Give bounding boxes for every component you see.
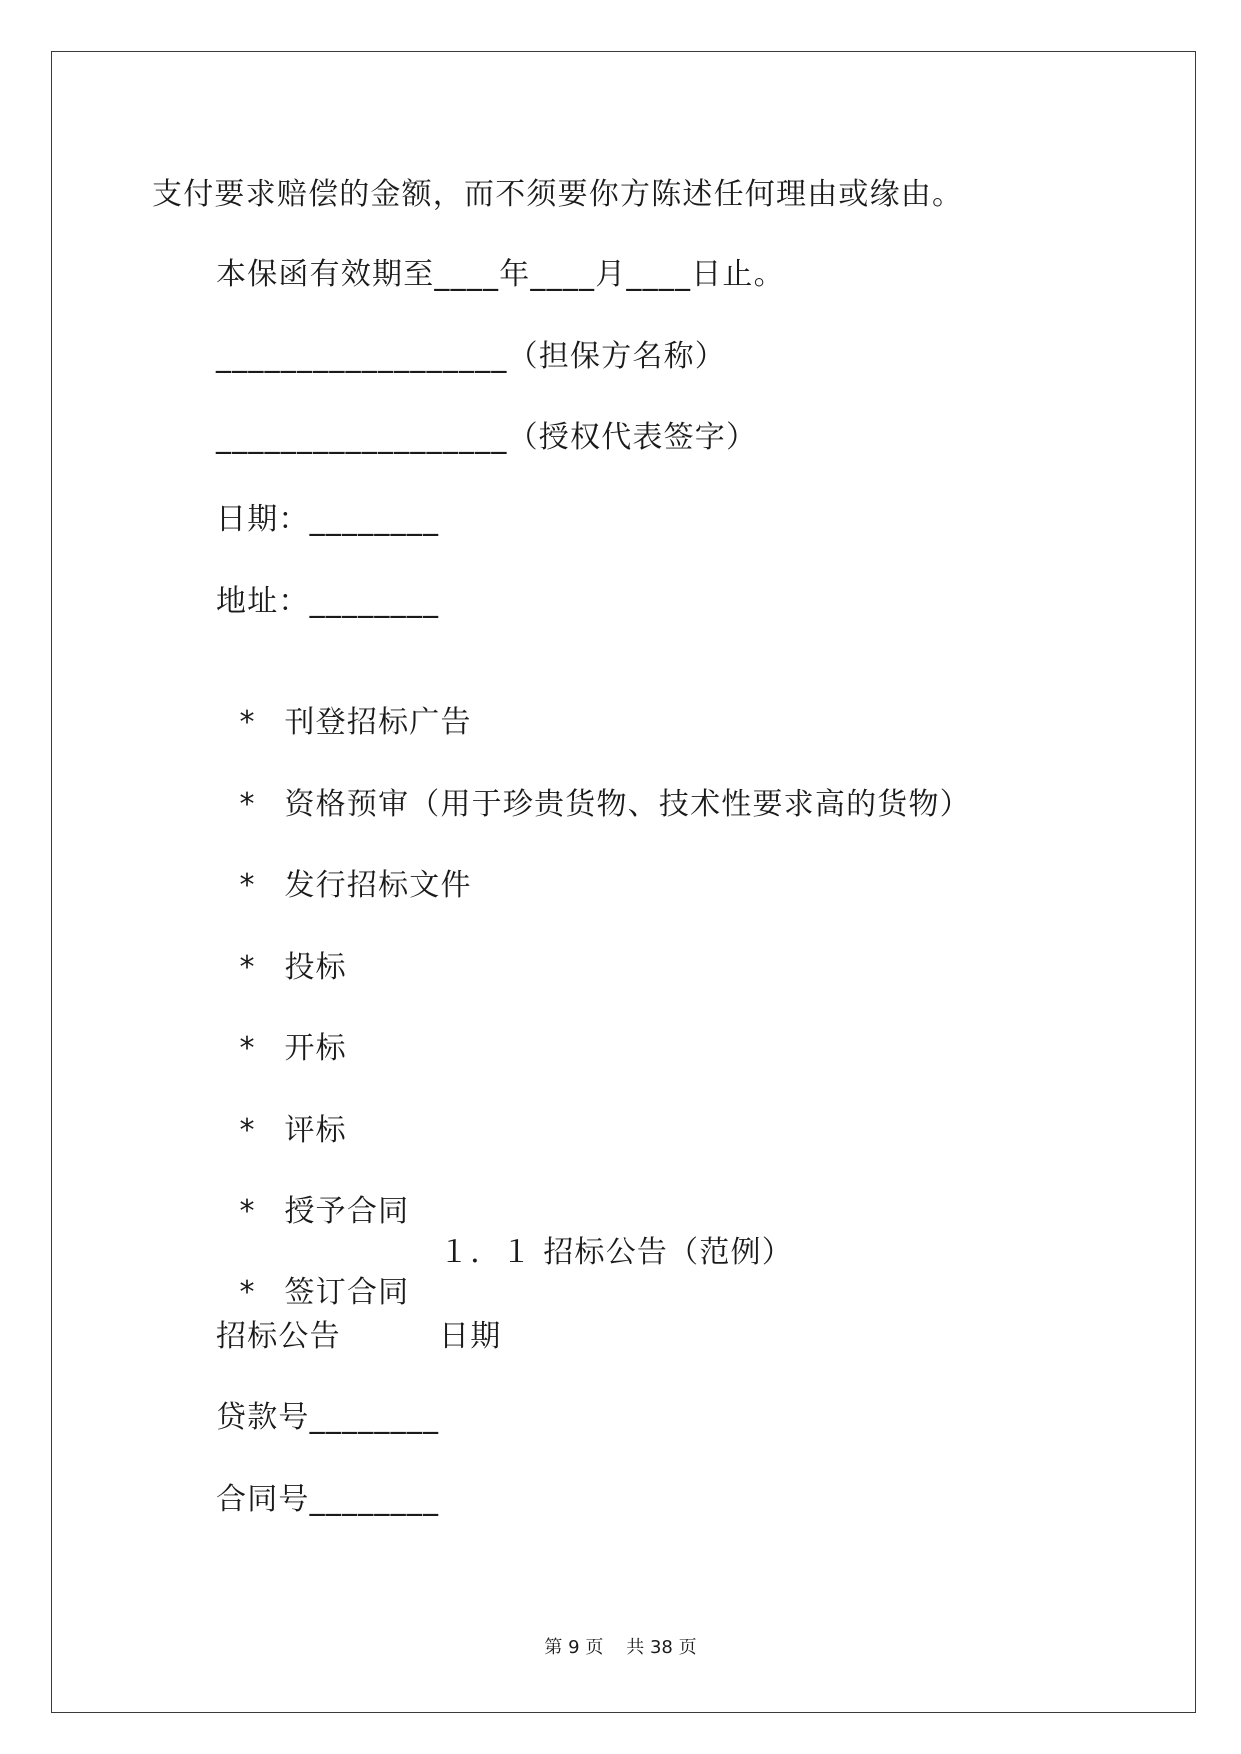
procedure-step (216, 1152, 410, 1229)
step-text: 资格预审（用于珍贵货物、技术性要求高的货物） (284, 787, 971, 822)
contract-number-field: 合同号________ (216, 1482, 440, 1517)
step-text: 开标 (284, 1031, 347, 1066)
bullet-mark: * (239, 1113, 256, 1148)
bullet-mark: * (239, 950, 256, 985)
bullet-mark: * (239, 787, 256, 822)
step-text: 授予合同 (284, 1194, 410, 1229)
bullet-mark: * (239, 1031, 256, 1066)
step-text: 签订合同 (284, 1275, 410, 1310)
page-suffix: 页 (585, 1637, 604, 1658)
body-text: 支付要求赔偿的金额，而不须要你方陈述任何理由或缘由。 (152, 177, 964, 212)
date-field: 日期：________ (216, 502, 440, 537)
total-pages: 38 (649, 1637, 673, 1658)
total-suffix: 页 (678, 1637, 697, 1658)
section-heading: １．１ 招标公告（范例） (439, 1235, 793, 1270)
page-number: 9 (568, 1637, 580, 1658)
bullet-mark: * (239, 1275, 256, 1310)
page-prefix: 第 (544, 1637, 563, 1658)
step-text: 投标 (284, 950, 347, 985)
notice-date-label: 日期 (439, 1319, 502, 1354)
procedure-step (216, 989, 347, 1066)
step-text: 发行招标文件 (284, 868, 472, 903)
page-footer (0, 1636, 1241, 1660)
guarantor-name-line: __________________（担保方名称） (216, 339, 726, 374)
procedure-step (216, 1071, 347, 1148)
total-prefix: 共 (626, 1637, 645, 1658)
procedure-step (216, 1233, 410, 1310)
loan-number-field: 贷款号________ (216, 1400, 440, 1435)
bullet-mark: * (239, 705, 256, 740)
notice-title: 招标公告 (216, 1319, 341, 1354)
address-field: 地址：________ (216, 584, 440, 619)
procedure-step (216, 908, 347, 985)
bullet-mark: * (239, 868, 256, 903)
step-text: 评标 (284, 1113, 347, 1148)
step-text: 刊登招标广告 (284, 705, 472, 740)
bullet-mark: * (239, 1194, 256, 1229)
procedure-step (216, 745, 971, 822)
validity-line: 本保函有效期至____年____月____日止。 (216, 257, 785, 292)
procedure-step (216, 826, 472, 903)
authorized-signature-line: __________________（授权代表签字） (216, 420, 758, 455)
procedure-step (216, 663, 472, 740)
